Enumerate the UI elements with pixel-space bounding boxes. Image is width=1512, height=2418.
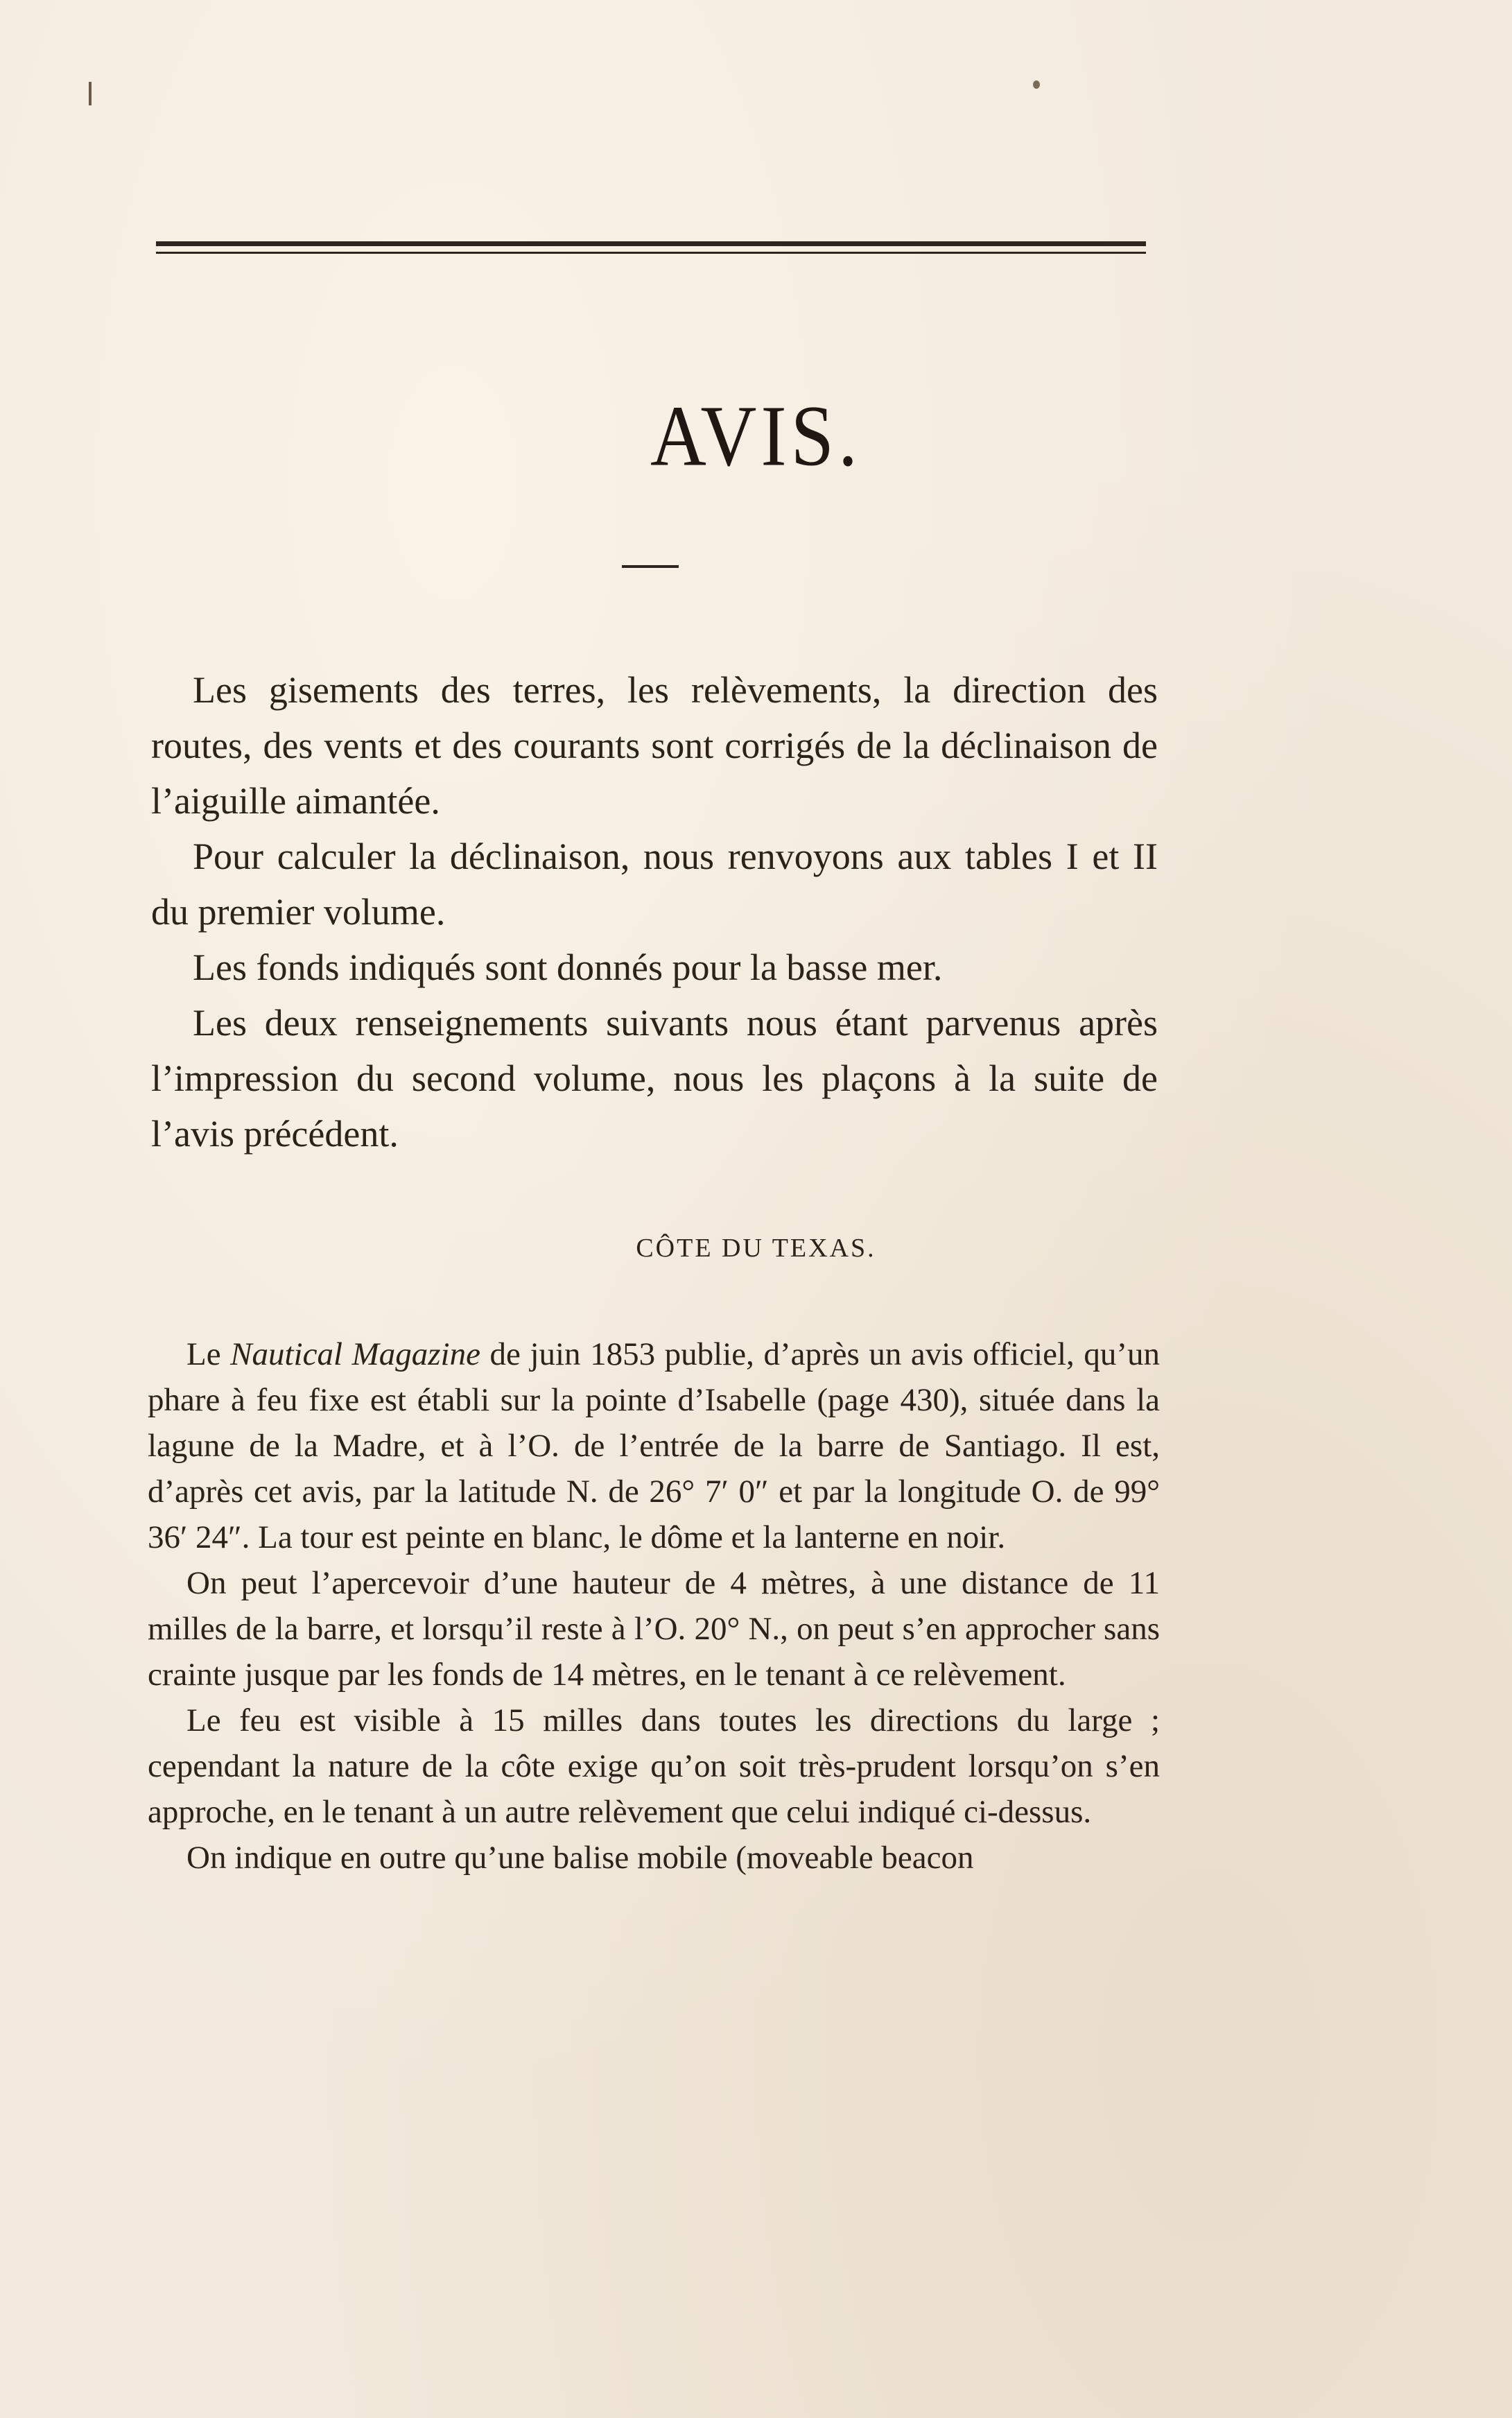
header-double-rule (156, 241, 1146, 257)
intro-paragraph: Les fonds indiqués sont donnés pour la basse mer. (193, 947, 943, 988)
body-paragraph: On indique en outre qu’une balise mobile (moveable beacon (186, 1840, 974, 1876)
section-body (148, 1331, 1160, 1881)
ink-speck (1033, 80, 1040, 89)
body-text-run: de juin 1853 publie, d’après un avis officiel, qu’un phare à feu fixe est établi sur la pointe d’Isabelle (page 430), située dans la lagune de la Madre, et à l’O. de l’entrée de la barre de Santiago. Il est, d’après cet avis, par la latitude N. de 26° 7′ 0″ et par la longitude O. de 99° 36′ 24″. La tour est peinte en blanc, le dôme et la lanterne en noir. (148, 1336, 1160, 1555)
rule-thin-line (156, 252, 1146, 254)
body-paragraph: Le feu est visible à 15 milles dans toutes les directions du large ; cependant la nature de la côte exige qu’on soit très-prudent lorsqu’on s’en approche, en le tenant à un autre relèvement que celui indiqué ci-dessus. (148, 1702, 1160, 1830)
margin-mark (89, 82, 92, 105)
rule-thick-line (156, 241, 1146, 246)
intro-paragraph: Pour calculer la déclinaison, nous renvoyons aux tables I et II du premier volume. (151, 836, 1158, 933)
intro-paragraph: Les deux renseignements suivants nous étant parvenus après l’impression du second volume, nous les plaçons à la suite de l’avis précédent. (151, 1002, 1158, 1155)
intro-paragraph: Les gisements des terres, les relèvements, la direction des routes, des vents et des courants sont corrigés de la déclinaison de l’aiguille aimantée. (151, 669, 1158, 822)
body-paragraph: On peut l’apercevoir d’une hauteur de 4 mètres, à une distance de 11 milles de la barre, et lorsqu’il reste à l’O. 20° N., on peut s’en approcher sans crainte jusque par les fonds de 14 mètres, en le tenant à ce relèvement. (148, 1565, 1160, 1693)
body-text-run: Le (186, 1336, 231, 1372)
intro-section (151, 662, 1158, 1161)
body-paragraph (148, 1331, 1160, 1560)
page-title: AVIS. (650, 388, 862, 485)
title-separator-rule (622, 565, 679, 568)
publication-title: Nautical Magazine (230, 1336, 480, 1372)
section-heading: CÔTE DU TEXAS. (636, 1234, 876, 1263)
